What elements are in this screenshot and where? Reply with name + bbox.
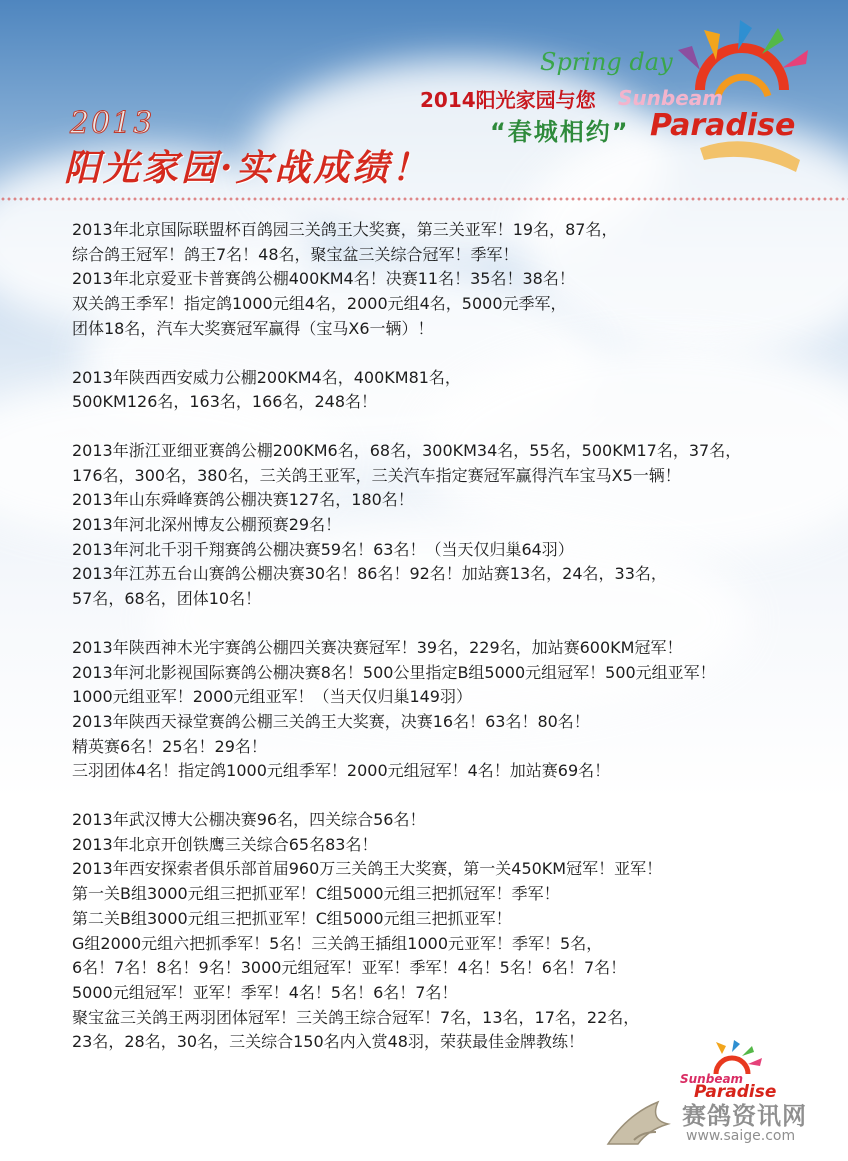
bottom-brand-paradise: Paradise <box>694 1082 777 1102</box>
result-line: 三羽团体4名！指定鸽1000元组季军！2000元组冠军！4名！加站赛69名！ <box>72 761 611 781</box>
event-logo <box>400 20 820 180</box>
watermark-site-name: 赛鸽资讯网 <box>682 1102 807 1130</box>
pigeon-logo-icon <box>598 1094 678 1150</box>
brand-sunbeam: Sunbeam <box>618 86 724 110</box>
dotted-divider <box>0 196 848 202</box>
result-line: 2013年陕西神木光宇赛鸽公棚四关赛决赛冠军！39名，229名，加站赛600KM冠军！ <box>72 637 683 657</box>
results-group-3 <box>72 439 832 612</box>
results-group-1 <box>72 218 832 342</box>
result-line: 2013年北京爱亚卡普赛鸽公棚400KM4名！决赛11名！35名！38名！ <box>72 269 575 289</box>
logo-slogan: “春城相约” <box>490 118 630 146</box>
result-line: 2013年北京国际联盟杯百鸽园三关鸽王大奖赛，第三关亚军！19名，87名， <box>72 220 618 239</box>
watermark-url: www.saige.com <box>686 1128 796 1144</box>
results-group-5 <box>72 808 832 1055</box>
result-line: 第一关B组3000元组三把抓亚军！C组5000元组三把抓冠军！季军！ <box>72 884 560 904</box>
result-line: 2013年浙江亚细亚赛鸽公棚200KM6名，68名，300KM34名，55名，500KM17名，37名， <box>72 440 742 460</box>
spring-day-text: Spring day <box>540 48 673 76</box>
result-line: 23名，28名，30名，三关综合150名内入赏48羽，荣获最佳金牌教练！ <box>72 1032 584 1052</box>
year-heading: 2013 <box>70 106 155 141</box>
result-line: 2013年西安探索者俱乐部首届960万三关鸽王大奖赛，第一关450KM冠军！亚军！ <box>72 859 663 879</box>
result-line: 双关鸽王季军！指定鸽1000元组4名，2000元组4名，5000元季军， <box>72 294 567 314</box>
result-line: 2013年江苏五台山赛鸽公棚决赛30名！86名！92名！加站赛13名，24名，33名， <box>72 564 667 584</box>
results-list <box>72 218 832 1055</box>
page-title: 阳光家园·实战成绩！ <box>64 147 431 189</box>
result-line: 聚宝盆三关鸽王两羽团体冠军！三关鸽王综合冠军！7名，13名，17名，22名， <box>72 1007 640 1027</box>
result-line: G组2000元组六把抓季军！5名！三关鸽王插组1000元亚军！季军！5名， <box>72 933 603 953</box>
result-line: 2013年河北深州博友公棚预赛29名！ <box>72 515 342 535</box>
site-watermark <box>598 1094 828 1150</box>
page-header <box>0 0 848 210</box>
result-line: 2013年陕西天禄堂赛鸽公棚三关鸽王大奖赛，决赛16名！63名！80名！ <box>72 711 590 731</box>
result-line: 2013年武汉博大公棚决赛96名，四关综合56名！ <box>72 810 426 830</box>
result-line: 2013年陕西西安威力公棚200KM4名，400KM81名， <box>72 367 461 387</box>
result-line: 综合鸽王冠军！鸽王7名！48名，聚宝盆三关综合冠军！季军！ <box>72 244 519 264</box>
result-line: 2013年河北千羽千翔赛鸽公棚决赛59名！63名！（当天仅归巢64羽） <box>72 539 574 559</box>
result-line: 2013年北京开创铁鹰三关综合65名83名！ <box>72 834 378 854</box>
bottom-brand-sunbeam: Sunbeam <box>680 1072 744 1086</box>
result-line: 6名！7名！8名！9名！3000元组冠军！亚军！季军！4名！5名！6名！7名！ <box>72 958 627 978</box>
result-line: 2013年河北影视国际赛鸽公棚决赛8名！500公里指定B组5000元组冠军！500元组亚军！ <box>72 662 716 682</box>
result-line: 57名，68名，团体10名！ <box>72 589 262 609</box>
logo-tagline: 2014阳光家园与您 <box>420 88 596 112</box>
result-line: 2013年山东舜峰赛鸽公棚决赛127名，180名！ <box>72 490 414 510</box>
result-line: 团体18名，汽车大奖赛冠军赢得（宝马X6一辆）！ <box>72 318 434 338</box>
result-line: 5000元组冠军！亚军！季军！4名！5名！6名！7名！ <box>72 982 458 1002</box>
result-line: 500KM126名，163名，166名，248名！ <box>72 392 377 412</box>
result-line: 精英赛6名！25名！29名！ <box>72 736 267 756</box>
result-line: 176名，300名，380名，三关鸽王亚军，三关汽车指定赛冠军赢得汽车宝马X5一辆！ <box>72 465 681 485</box>
results-group-2 <box>72 366 832 415</box>
results-group-4 <box>72 636 832 784</box>
result-line: 1000元组亚军！2000元组亚军！（当天仅归巢149羽） <box>72 687 472 707</box>
brand-paradise: Paradise <box>650 108 796 143</box>
result-line: 第二关B组3000元组三把抓亚军！C组5000元组三把抓亚军！ <box>72 908 512 928</box>
